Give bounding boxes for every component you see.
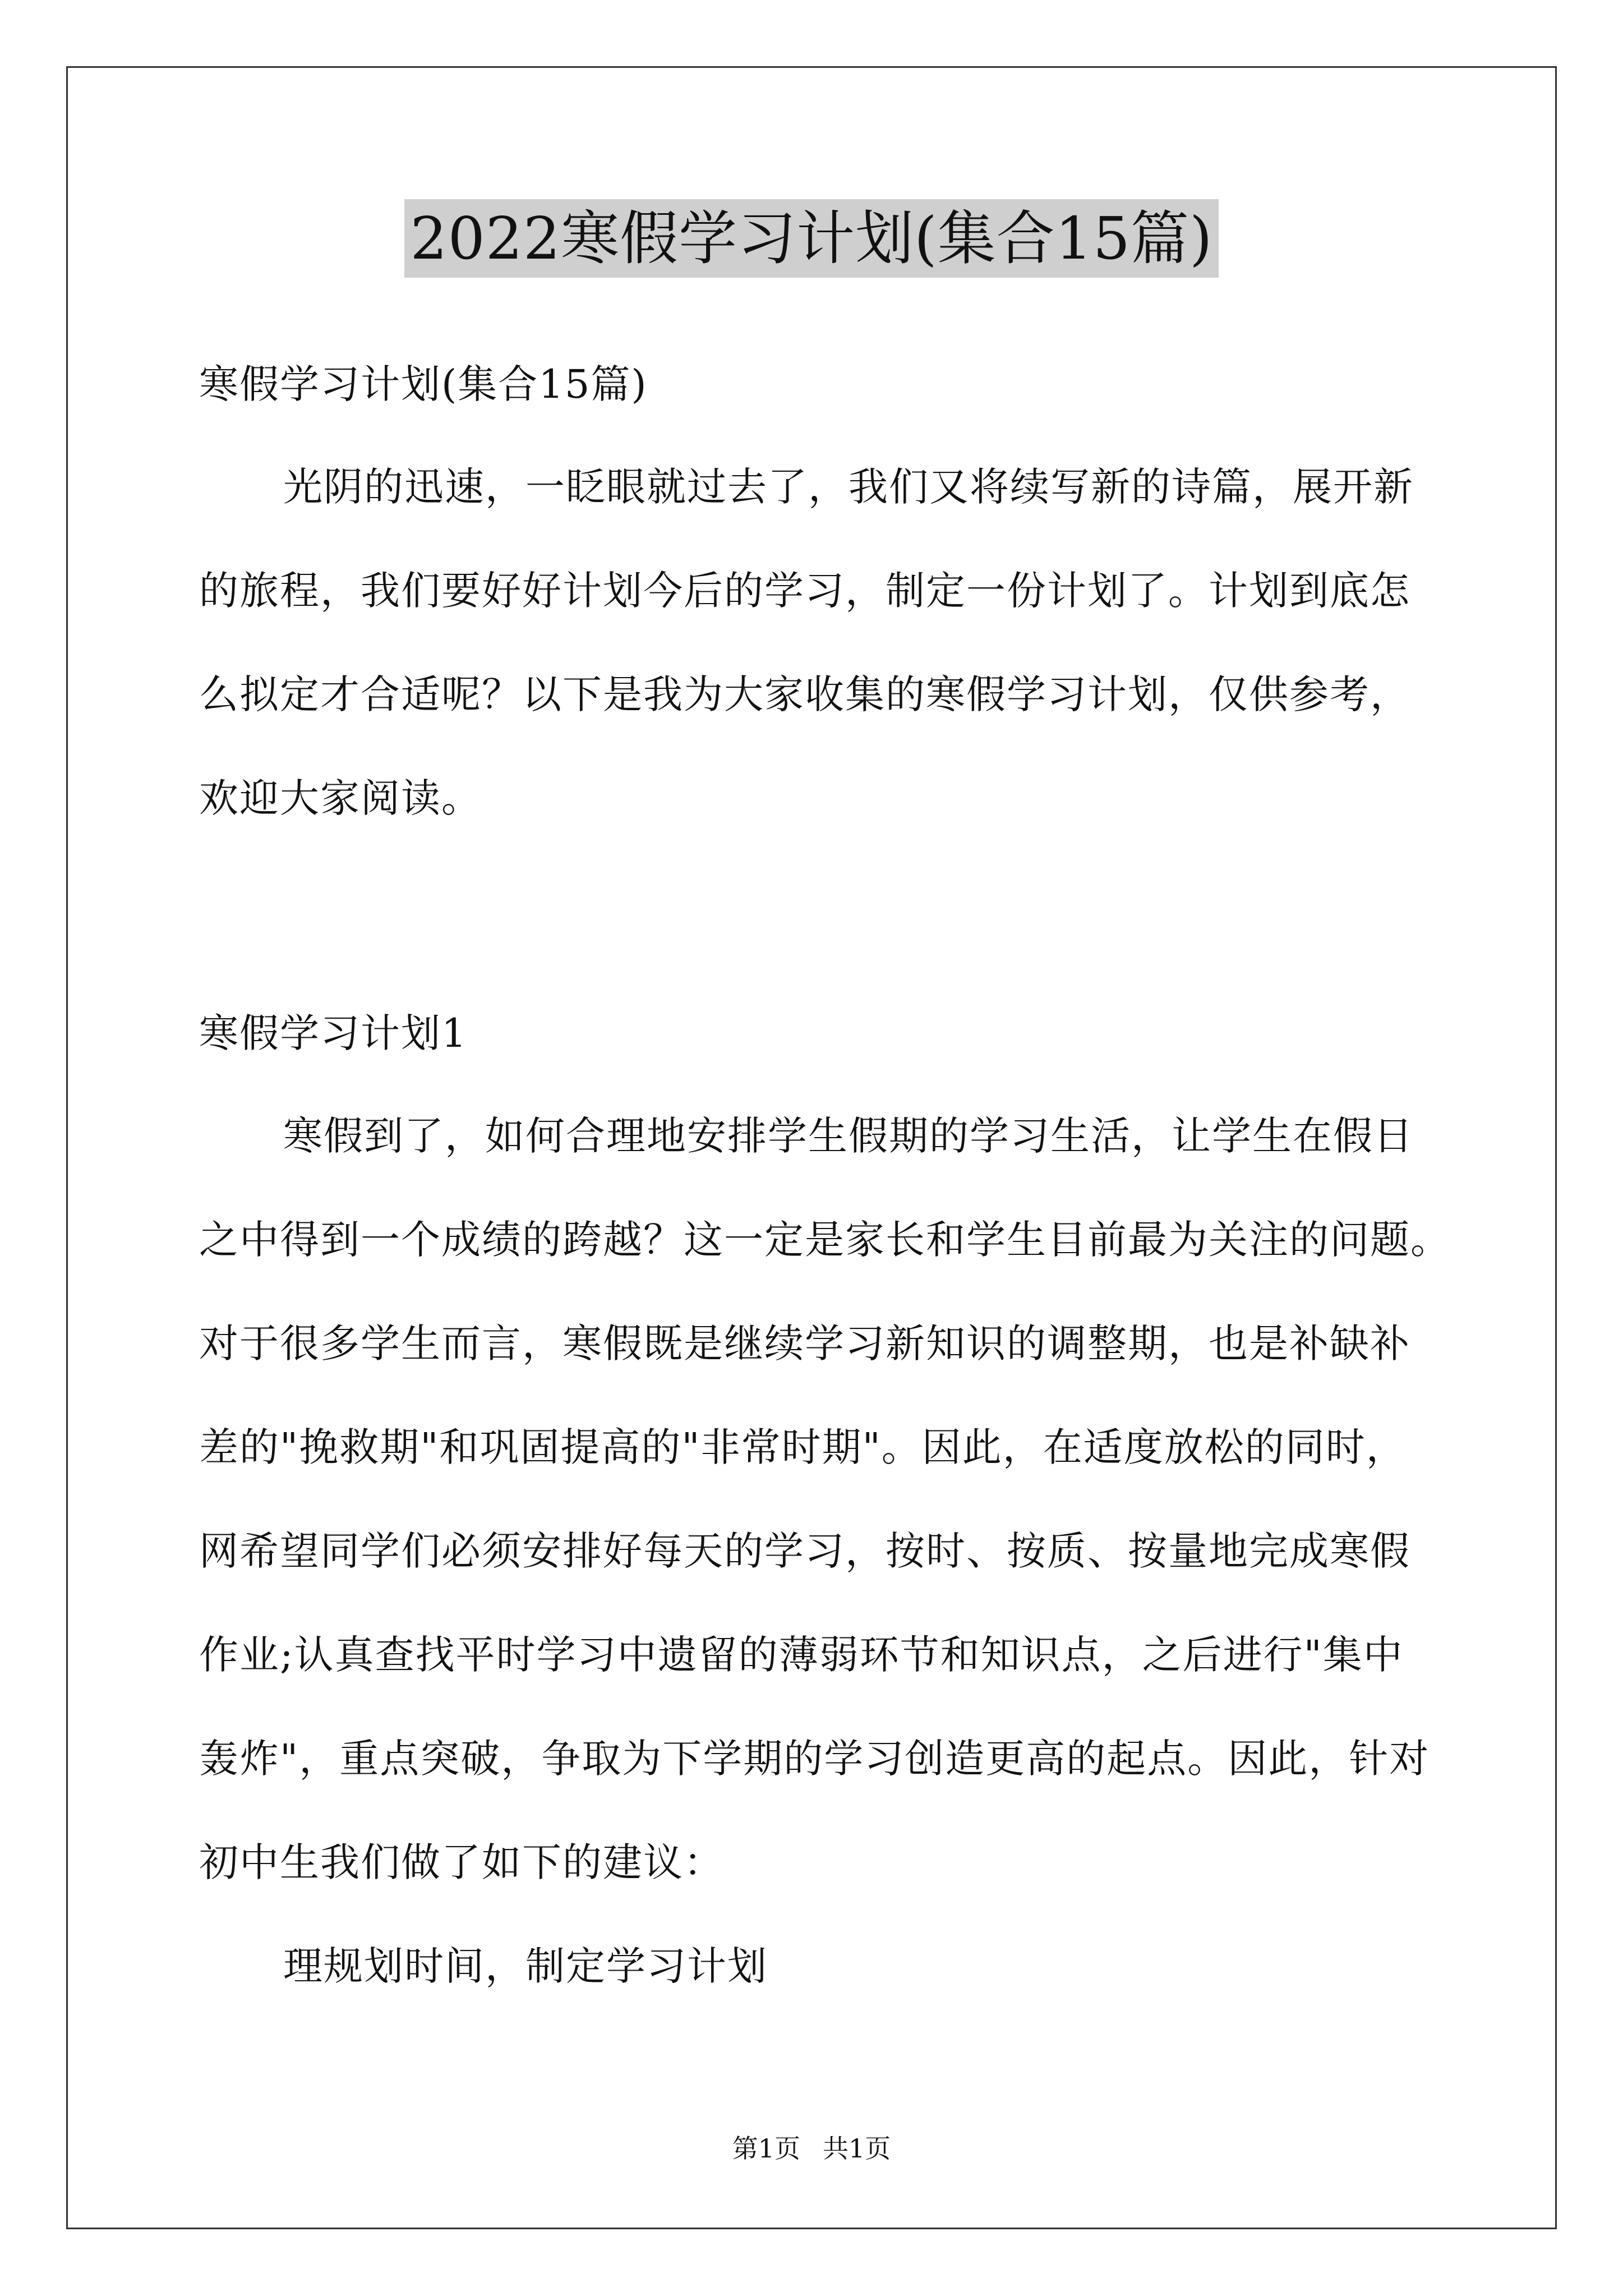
body-line: 轰炸"，重点突破，争取为下学期的学习创造更高的起点。因此，针对 — [199, 1736, 1430, 1782]
document-subtitle: 寒假学习计划(集合15篇) — [199, 361, 648, 407]
body-line: 寒假到了，如何合理地安排学生假期的学习生活，让学生在假日 — [283, 1113, 1414, 1159]
body-line: 网希望同学们必须安排好每天的学习，按时、按质、按量地完成寒假 — [199, 1528, 1410, 1574]
section-heading: 寒假学习计划1 — [199, 1010, 468, 1056]
intro-line: 欢迎大家阅读。 — [199, 775, 482, 821]
body-line: 差的"挽救期"和巩固提高的"非常时期"。因此，在适度放松的同时， — [199, 1424, 1407, 1470]
title-block — [0, 199, 1623, 278]
document-title: 2022寒假学习计划(集合15篇) — [404, 199, 1218, 278]
page-total: 共1页 — [823, 2133, 891, 2164]
intro-line: 的旅程，我们要好好计划今后的学习，制定一份计划了。计划到底怎 — [199, 568, 1410, 614]
intro-line: 光阴的迅速，一眨眼就过去了，我们又将续写新的诗篇，展开新 — [283, 464, 1414, 510]
body-line: 初中生我们做了如下的建议： — [199, 1839, 724, 1885]
body-line: 对于很多学生而言，寒假既是继续学习新知识的调整期，也是补缺补 — [199, 1320, 1410, 1366]
body-line: 之中得到一个成绩的跨越？这一定是家长和学生目前最为关注的问题。 — [199, 1217, 1451, 1263]
page-number: 第1页 — [732, 2133, 800, 2164]
body-line: 作业;认真查找平时学习中遗留的薄弱环节和知识点，之后进行"集中 — [199, 1632, 1404, 1678]
subheading: 理规划时间，制定学习计划 — [283, 1943, 768, 1989]
intro-line: 么拟定才合适呢？以下是我为大家收集的寒假学习计划，仅供参考， — [199, 671, 1410, 717]
page-footer — [0, 2132, 1623, 2165]
